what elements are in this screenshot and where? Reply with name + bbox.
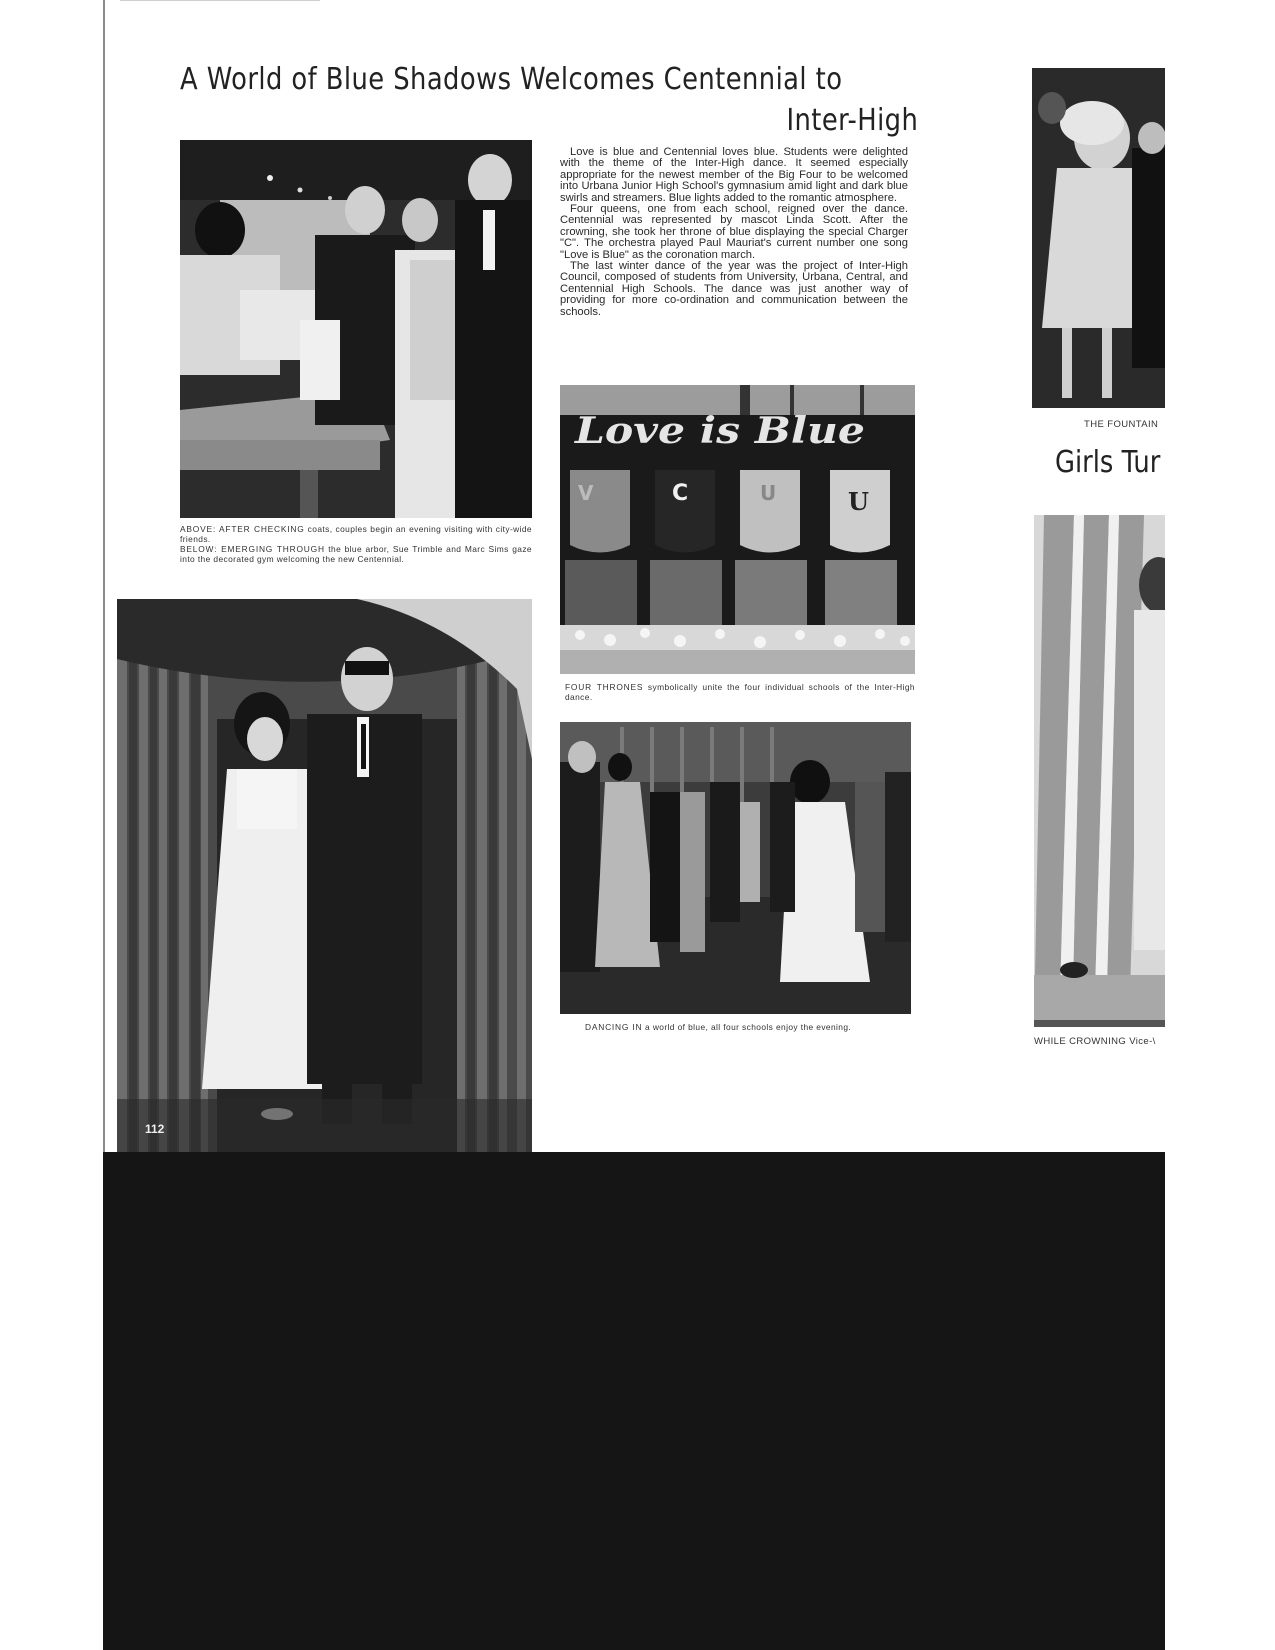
four-thrones-caption-lead: FOUR THRONES xyxy=(565,682,644,692)
article-paragraph: The last winter dance of the year was the project of Inter-High Council, composed of students from University, Urbana, Central, and Centennial High Schools. The dance was just another way of providing for more co-ordination and communication between the schools. xyxy=(560,260,908,318)
dancing-photo xyxy=(560,722,911,1014)
page-title-line-2: Inter-High xyxy=(786,103,918,138)
throne-letter: C xyxy=(672,481,689,506)
article-body xyxy=(560,147,908,318)
fountain-caption: THE FOUNTAIN xyxy=(1084,419,1159,430)
page-binding-edge xyxy=(103,0,105,1152)
throne-letter: V xyxy=(578,481,594,505)
coat-check-caption xyxy=(180,524,532,564)
article-paragraph: Love is blue and Centennial loves blue. Students were delighted with the theme of the Inter-High dance. It seemed especially appropriate for the newest member of the Big Four to be welcomed into Urbana Junior High School's gymnasium amid light and dark blue swirls and streamers. Blue lights added to the romantic atmosphere. xyxy=(560,146,908,204)
four-thrones-photo xyxy=(560,385,915,674)
stage-sign-text: Love is Blue xyxy=(573,410,865,452)
arbor-caption-lead: BELOW: EMERGING THROUGH xyxy=(180,544,325,554)
four-thrones-caption-text: symbolically unite the four individual schools of the Inter-High dance. xyxy=(565,682,915,702)
throne-letter: U xyxy=(760,481,777,505)
throne-letter: U xyxy=(848,487,869,516)
dancing-caption-lead: DANCING IN xyxy=(585,1022,643,1032)
coat-check-caption-text: coats, couples begin an evening visiting with city-wide friends. xyxy=(180,524,532,544)
article-paragraph: Four queens, one from each school, reigned over the dance. Centennial was represented by mascot Linda Scott. After the crowning, she took her throne of blue displaying the special Charger "C". The orchestra played Paul Mauriat's current number one song "Love is Blue" as the coronation march. xyxy=(560,203,908,261)
scan-dark-area xyxy=(103,1152,1165,1650)
coat-check-caption-lead: ABOVE: AFTER CHECKING xyxy=(180,524,305,534)
dancing-caption-text: a world of blue, all four schools enjoy the evening. xyxy=(642,1022,852,1032)
arbor-caption-text: the blue arbor, Sue Trimble and Marc Sims gaze into the decorated gym welcoming the new Centennial. xyxy=(180,544,532,564)
page-title-line-1: A World of Blue Shadows Welcomes Centennial to xyxy=(180,62,843,97)
arbor-couple-photo xyxy=(117,599,532,1152)
coat-check-photo xyxy=(180,140,532,518)
crowning-photo xyxy=(1034,515,1165,1027)
four-thrones-caption xyxy=(565,682,915,702)
top-rule xyxy=(120,0,320,1)
crowning-caption: WHILE CROWNING Vice-\ xyxy=(1034,1036,1156,1047)
page-number: 112 xyxy=(145,1122,165,1136)
girls-title: Girls Tur xyxy=(1055,445,1161,480)
dancing-caption xyxy=(585,1022,915,1032)
